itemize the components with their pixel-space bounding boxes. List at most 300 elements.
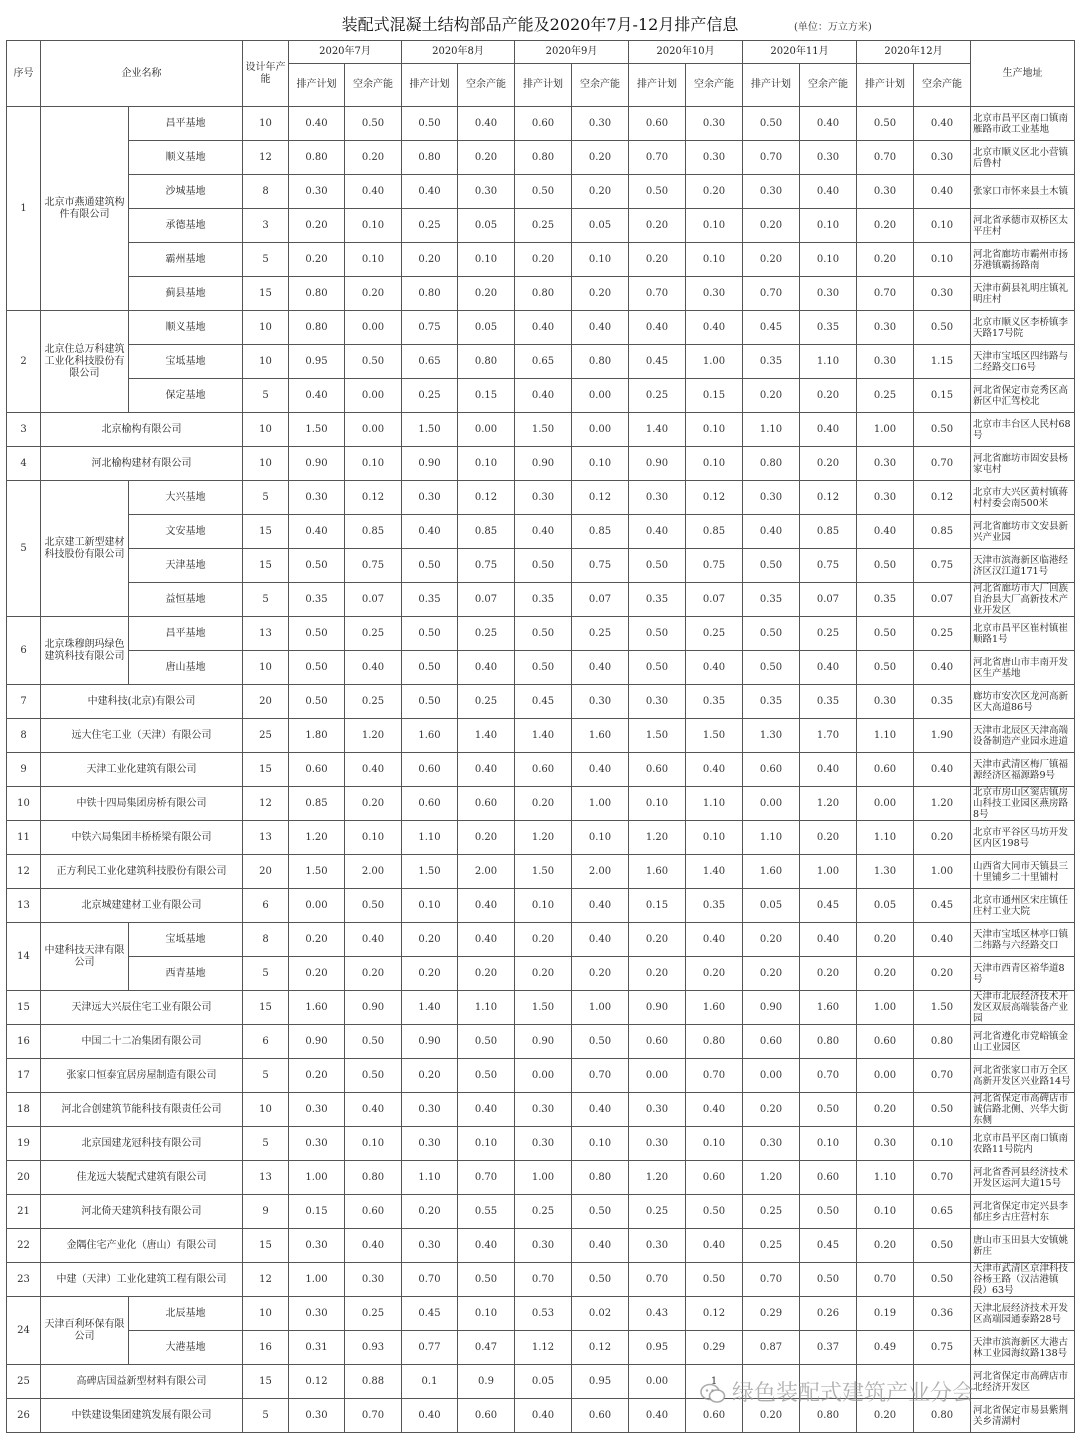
site-name: 保定基地 [129,379,243,413]
spare-value: 0.10 [458,447,515,481]
spare-value: 0.50 [458,1059,515,1093]
plan-value: 0.40 [289,515,345,549]
production-address: 河北省唐山市丰南开发区生产基地 [971,651,1075,685]
spare-value: 0.40 [800,107,857,141]
plan-value: 0.60 [857,753,914,787]
spare-value: 0.25 [800,617,857,651]
spare-value: 0.26 [800,1297,857,1331]
plan-value: 0.05 [515,1365,572,1399]
table-header [7,41,1075,107]
spare-value: 0.50 [800,1093,857,1127]
plan-value: 1.12 [515,1331,572,1365]
spare-value: 0.12 [914,481,971,515]
plan-value: 0.1 [402,1365,458,1399]
spare-value: 0.40 [572,889,629,923]
plan-value: 0.75 [402,311,458,345]
table-row [7,481,1075,515]
design-capacity: 10 [243,1093,289,1127]
spare-value: 0.29 [686,1331,743,1365]
watermark [700,1376,1080,1410]
table-row [7,957,1075,991]
spare-value: 0.75 [914,549,971,583]
row-number: 21 [7,1195,41,1229]
spare-value: 0.10 [458,243,515,277]
spare-value: 0.50 [345,345,402,379]
spare-value: 0.80 [345,1161,402,1195]
plan-value: 0.50 [857,549,914,583]
table-row [7,1127,1075,1161]
plan-value: 0.80 [289,277,345,311]
spare-value: 0.90 [345,991,402,1025]
row-number: 4 [7,447,41,481]
design-capacity: 8 [243,175,289,209]
plan-value: 0.00 [743,787,800,821]
plan-value: 0.70 [629,1263,686,1297]
spare-value: 0.80 [572,1161,629,1195]
plan-value: 0.25 [629,1195,686,1229]
table-row [7,889,1075,923]
plan-value: 0.20 [743,1093,800,1127]
plan-value: 0.60 [289,753,345,787]
spare-value: 0.20 [458,957,515,991]
spare-value: 0.40 [800,753,857,787]
plan-value: 0.50 [629,549,686,583]
production-address: 天津市西青区裕华道8号 [971,957,1075,991]
design-capacity: 15 [243,1229,289,1263]
spare-value: 0.80 [914,1399,971,1433]
plan-value: 0.80 [402,277,458,311]
plan-value: 0.40 [289,107,345,141]
company-name: 天津工业化建筑有限公司 [41,753,243,787]
table-row [7,855,1075,889]
spare-value: 0.10 [572,243,629,277]
spare-value: 0.10 [572,447,629,481]
spare-value: 0.12 [345,481,402,515]
table-row [7,753,1075,787]
plan-value: 0.40 [402,175,458,209]
site-name: 天津基地 [129,549,243,583]
spare-value: 0.20 [914,957,971,991]
plan-value: 0.60 [402,753,458,787]
company-name: 中建（天津）工业化建筑工程有限公司 [41,1263,243,1297]
spare-value: 0.80 [800,1025,857,1059]
spare-value: 0.40 [458,923,515,957]
header-spare: 空余产能 [458,64,515,107]
plan-value: 0.50 [289,685,345,719]
production-address: 河北省廊坊市固安县杨家屯村 [971,447,1075,481]
site-name: 文安基地 [129,515,243,549]
spare-value: 0.40 [345,651,402,685]
production-address: 天津市武清区梅厂镇福源经济区福源路9号 [971,753,1075,787]
spare-value: 1.40 [686,855,743,889]
plan-value: 0.20 [857,1229,914,1263]
table-row [7,1331,1075,1365]
spare-value: 0.40 [800,651,857,685]
production-address: 河北省保定市竞秀区高新区中汇驾校北 [971,379,1075,413]
row-number: 10 [7,787,41,821]
plan-value: 0.40 [515,379,572,413]
plan-value: 1.50 [515,413,572,447]
plan-value: 0.05 [743,889,800,923]
design-capacity: 10 [243,345,289,379]
plan-value: 0.25 [402,379,458,413]
plan-value: 0.60 [515,107,572,141]
production-address: 河北省廊坊市文安县新兴产业园 [971,515,1075,549]
spare-value: 1.15 [914,345,971,379]
company-name: 河北合创建筑节能科技有限责任公司 [41,1093,243,1127]
plan-value: 0.30 [402,481,458,515]
plan-value: 0.95 [289,345,345,379]
plan-value: 0.20 [402,243,458,277]
plan-value: 0.50 [743,617,800,651]
spare-value: 0.40 [914,107,971,141]
site-name: 昌平基地 [129,107,243,141]
header-month: 2020年11月 [743,41,857,64]
spare-value: 1.10 [458,991,515,1025]
production-address: 北京市大兴区黄村镇蒋村村委会南500米 [971,481,1075,515]
production-address: 天津市滨海新区大港古林工业园海纹路138号 [971,1331,1075,1365]
table-row [7,1025,1075,1059]
spare-value: 1.20 [345,719,402,753]
spare-value: 0.30 [914,141,971,175]
design-capacity: 15 [243,991,289,1025]
plan-value: 0.60 [743,1025,800,1059]
spare-value: 0.50 [345,1059,402,1093]
plan-value: 0.10 [402,889,458,923]
spare-value: 0.00 [345,379,402,413]
table-row [7,243,1075,277]
design-capacity: 5 [243,1059,289,1093]
plan-value: 0.20 [402,1059,458,1093]
plan-value: 1.10 [857,719,914,753]
spare-value: 0.10 [800,1127,857,1161]
plan-value: 0.70 [402,1263,458,1297]
plan-value: 0.40 [857,515,914,549]
plan-value: 0.50 [515,617,572,651]
plan-value: 0.30 [402,1127,458,1161]
row-number: 24 [7,1297,41,1365]
site-name: 宝坻基地 [129,923,243,957]
page-title: 装配式混凝土结构部品产能及2020年7月-12月排产信息 [341,15,739,34]
plan-value: 0.25 [857,379,914,413]
production-address: 天津市蓟县礼明庄镇礼明庄村 [971,277,1075,311]
plan-value: 0.20 [515,787,572,821]
plan-value: 0.80 [289,141,345,175]
spare-value: 0.12 [572,1331,629,1365]
plan-value: 0.50 [289,617,345,651]
plan-value: 1.10 [857,821,914,855]
plan-value: 1.50 [289,855,345,889]
design-capacity: 13 [243,617,289,651]
company-name: 天津百利环保有限公司 [41,1297,129,1365]
plan-value: 0.20 [515,923,572,957]
site-name: 昌平基地 [129,617,243,651]
design-capacity: 13 [243,1161,289,1195]
spare-value: 0.40 [686,923,743,957]
spare-value: 1 [686,1365,743,1399]
plan-value: 0.70 [857,1263,914,1297]
production-address: 河北省廊坊市大厂回族自治县大厂高新技术产业开发区 [971,583,1075,617]
plan-value: 0.45 [515,685,572,719]
plan-value: 1.10 [402,821,458,855]
production-address: 张家口市怀来县土木镇 [971,175,1075,209]
plan-value: 0.30 [629,1093,686,1127]
plan-value: 0.50 [743,549,800,583]
row-number: 19 [7,1127,41,1161]
spare-value: 0.40 [345,753,402,787]
production-address: 天津市宝坻区林亭口镇二纬路与六经路交口 [971,923,1075,957]
spare-value: 0.10 [345,243,402,277]
plan-value: 1.20 [629,821,686,855]
spare-value: 0.10 [914,209,971,243]
spare-value: 0.50 [914,1093,971,1127]
spare-value: 0.70 [800,1059,857,1093]
header-month: 2020年7月 [289,41,402,64]
spare-value: 0.45 [914,889,971,923]
plan-value: 0.90 [743,991,800,1025]
header-plan: 排产计划 [402,64,458,107]
plan-value: 0.10 [857,1195,914,1229]
plan-value: 1.80 [289,719,345,753]
table-row [7,651,1075,685]
spare-value: 0.40 [345,175,402,209]
plan-value: 0.80 [289,311,345,345]
plan-value: 0.30 [289,1127,345,1161]
company-name: 北京国建龙冠科技有限公司 [41,1127,243,1161]
header-spare: 空余产能 [800,64,857,107]
spare-value: 0.40 [914,651,971,685]
table-row [7,1229,1075,1263]
spare-value: 0.30 [572,685,629,719]
company-name: 天津远大兴辰住宅工业有限公司 [41,991,243,1025]
spare-value: 0.93 [345,1331,402,1365]
spare-value: 0.40 [686,1229,743,1263]
site-name: 北辰基地 [129,1297,243,1331]
spare-value: 1.20 [800,787,857,821]
plan-value: 0.20 [743,379,800,413]
spare-value: 0.10 [686,821,743,855]
plan-value: 0.35 [743,583,800,617]
production-address: 天津北辰经济技术开发区高端园通泰路28号 [971,1297,1075,1331]
spare-value: 0.60 [572,1399,629,1433]
plan-value: 0.95 [629,1331,686,1365]
spare-value: 0.88 [345,1365,402,1399]
spare-value: 0.40 [458,651,515,685]
spare-value: 0.85 [914,515,971,549]
spare-value: 0.50 [686,1195,743,1229]
plan-value: 0.30 [289,1229,345,1263]
plan-value: 0.50 [857,107,914,141]
plan-value: 0.30 [402,1229,458,1263]
production-address: 河北省遵化市党峪镇金山工业园区 [971,1025,1075,1059]
spare-value: 2.00 [572,855,629,889]
spare-value: 0.55 [458,1195,515,1229]
company-name: 中建科技(北京)有限公司 [41,685,243,719]
spare-value: 0.25 [345,1297,402,1331]
spare-value: 0.10 [572,821,629,855]
header-month: 2020年9月 [515,41,629,64]
capacity-table [6,40,1075,1433]
plan-value: 0.90 [289,447,345,481]
row-number: 13 [7,889,41,923]
design-capacity: 12 [243,787,289,821]
design-capacity: 15 [243,1365,289,1399]
plan-value: 1.50 [515,991,572,1025]
plan-value: 0.20 [402,1195,458,1229]
plan-value: 0.25 [515,1195,572,1229]
plan-value: 0.80 [743,447,800,481]
row-number: 17 [7,1059,41,1093]
spare-value: 0.60 [458,1399,515,1433]
spare-value: 0.50 [572,1195,629,1229]
plan-value: 0.30 [515,1229,572,1263]
spare-value: 0.50 [345,1025,402,1059]
spare-value: 0.10 [914,1127,971,1161]
plan-value: 0.30 [515,1093,572,1127]
table-row [7,1093,1075,1127]
spare-value: 1.00 [914,855,971,889]
site-name: 霸州基地 [129,243,243,277]
spare-value: 0.40 [800,413,857,447]
production-address: 天津市滨海新区临港经济区汉江道171号 [971,549,1075,583]
table-row [7,447,1075,481]
plan-value: 0.60 [743,753,800,787]
design-capacity: 15 [243,515,289,549]
table-row [7,549,1075,583]
plan-value: 0.50 [515,549,572,583]
spare-value: 0.45 [800,1229,857,1263]
plan-value: 0.30 [857,175,914,209]
plan-value: 1.30 [857,855,914,889]
plan-value: 1.20 [289,821,345,855]
plan-value: 0.50 [629,175,686,209]
plan-value: 0.25 [515,209,572,243]
spare-value: 0.50 [800,1263,857,1297]
plan-value: 0.35 [289,583,345,617]
header-plan: 排产计划 [857,64,914,107]
spare-value: 0.20 [686,175,743,209]
production-address: 廊坊市安次区龙河高新区大高道86号 [971,685,1075,719]
spare-value: 1.50 [914,991,971,1025]
production-address: 天津市宝坻区四纬路与二经路交口6号 [971,345,1075,379]
spare-value: 0.40 [686,753,743,787]
row-number: 16 [7,1025,41,1059]
plan-value: 0.30 [857,481,914,515]
plan-value: 0.20 [289,209,345,243]
design-capacity: 5 [243,957,289,991]
plan-value: 1.40 [629,413,686,447]
plan-value: 0.10 [515,889,572,923]
spare-value: 0.50 [914,311,971,345]
plan-value: 0.30 [515,481,572,515]
plan-value: 0.20 [743,1399,800,1433]
spare-value: 0.00 [345,413,402,447]
plan-value: 0.30 [515,1127,572,1161]
design-capacity: 20 [243,855,289,889]
site-name: 益恒基地 [129,583,243,617]
spare-value: 0.80 [686,1025,743,1059]
plan-value: 0.70 [629,277,686,311]
plan-value: 1.20 [515,821,572,855]
spare-value: 0.10 [800,243,857,277]
plan-value: 0.90 [515,447,572,481]
plan-value: 0.50 [402,651,458,685]
spare-value: 0.65 [914,1195,971,1229]
spare-value: 0.75 [800,549,857,583]
plan-value: 0.50 [402,549,458,583]
plan-value: 0.40 [743,515,800,549]
spare-value: 0.40 [458,107,515,141]
watermark-text: 绿色装配式建筑产业分会 [732,1381,975,1406]
plan-value: 0.20 [402,923,458,957]
table-row [7,1059,1075,1093]
spare-value: 0.20 [458,141,515,175]
spare-value: 0.40 [458,1093,515,1127]
plan-value: 0.20 [857,957,914,991]
row-number: 26 [7,1399,41,1433]
plan-value: 0.40 [289,379,345,413]
table-body [7,107,1075,1433]
spare-value: 0.15 [686,379,743,413]
plan-value: 0.30 [289,1399,345,1433]
table-row [7,345,1075,379]
plan-value: 0.85 [289,787,345,821]
spare-value: 0.10 [686,447,743,481]
plan-value: 0.70 [857,277,914,311]
plan-value: 0.50 [857,617,914,651]
production-address: 北京市房山区窦店镇房山科技工业园区燕房路8号 [971,787,1075,821]
plan-value: 0.30 [857,1127,914,1161]
design-capacity: 10 [243,107,289,141]
plan-value: 0.20 [289,957,345,991]
spare-value: 0.25 [572,617,629,651]
company-name: 佳龙远大装配式建筑有限公司 [41,1161,243,1195]
production-address: 北京市平谷区马坊开发区内区198号 [971,821,1075,855]
spare-value: 0.20 [800,957,857,991]
wechat-icon [700,1383,726,1405]
plan-value: 0.30 [857,685,914,719]
spare-value: 0.40 [914,923,971,957]
site-name: 蓟县基地 [129,277,243,311]
plan-value: 0.70 [743,1263,800,1297]
plan-value: 0.90 [402,1025,458,1059]
spare-value: 0.40 [345,1093,402,1127]
site-name: 顺义基地 [129,311,243,345]
site-name: 宝坻基地 [129,345,243,379]
spare-value: 0.45 [800,889,857,923]
design-capacity: 15 [243,277,289,311]
row-number: 1 [7,107,41,311]
spare-value: 0.07 [345,583,402,617]
plan-value: 1.20 [743,1161,800,1195]
plan-value: 1.50 [629,719,686,753]
spare-value: 0.00 [458,413,515,447]
design-capacity: 5 [243,481,289,515]
production-address: 河北省廊坊市霸州市扬芬港镇霸扬路南 [971,243,1075,277]
spare-value: 0.50 [914,1263,971,1297]
spare-value: 0.12 [686,481,743,515]
company-name: 中建科技天津有限公司 [41,923,129,991]
table-row [7,515,1075,549]
production-address: 河北省保定市定兴县李郁庄乡古庄营村东 [971,1195,1075,1229]
plan-value: 0.53 [515,1297,572,1331]
plan-value: 0.15 [629,889,686,923]
spare-value: 0.40 [686,311,743,345]
plan-value: 0.90 [629,447,686,481]
plan-value: 0.20 [515,243,572,277]
spare-value: 0.36 [914,1297,971,1331]
plan-value: 0.50 [743,107,800,141]
